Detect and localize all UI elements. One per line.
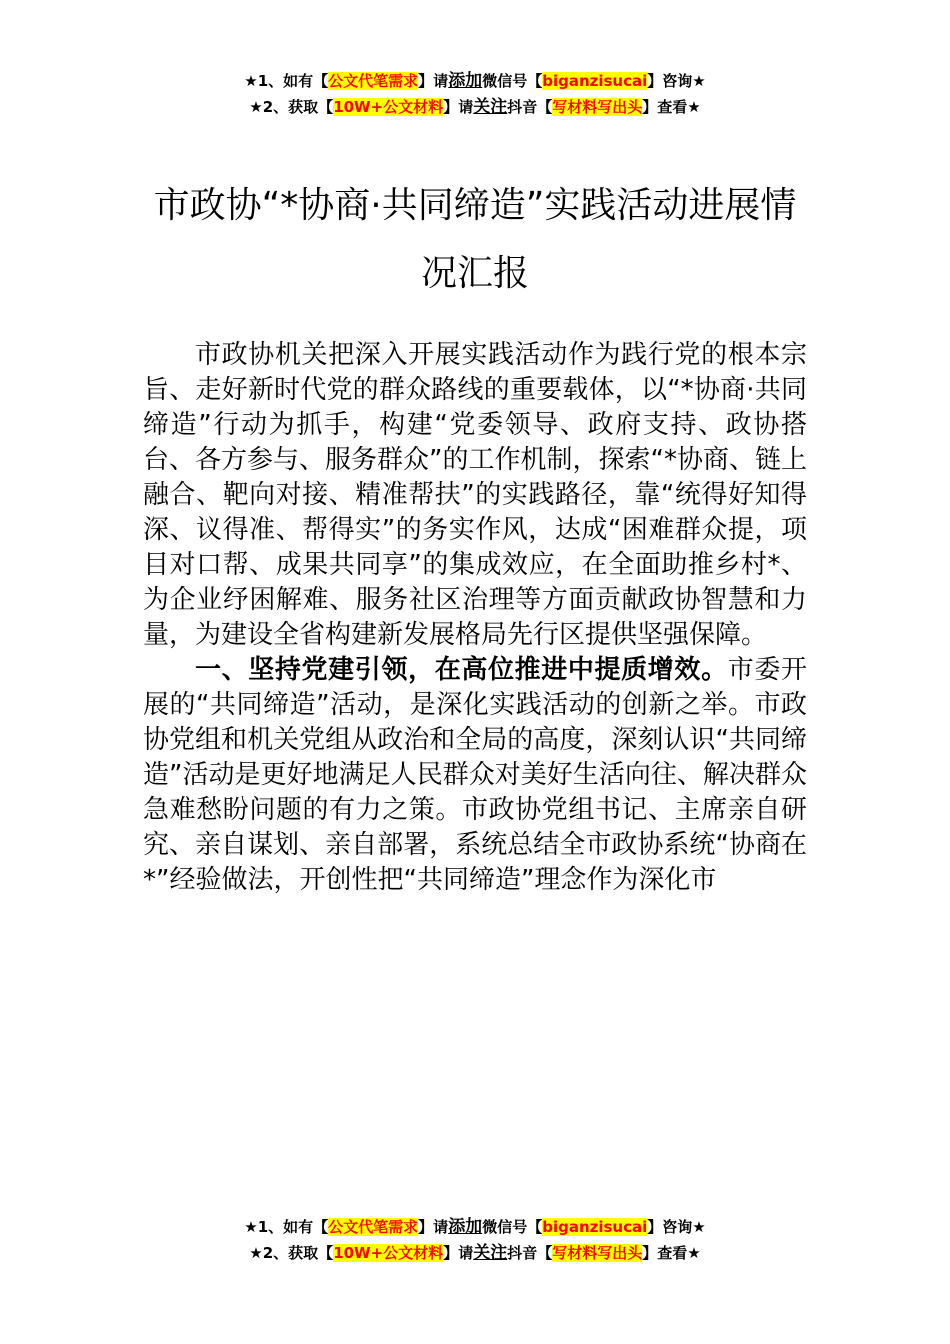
banner-line-1-mid1: 】请 [418,72,449,90]
footer-line-2-mid1: 】请 [443,1244,474,1262]
paragraph-section-1 [143,653,807,898]
banner-highlight-materials: 10W+公文材料 [333,98,444,116]
banner-line-1 [0,68,950,94]
banner-underline-add: 添加 [448,71,483,91]
banner-line-2-prefix: ★2、获取【 [249,98,334,116]
footer-line-1-mid2: 微信号【 [482,1218,543,1236]
footer-line-2-mid2: 抖音【 [507,1244,553,1262]
banner-highlight-douyin: 写材料写出头 [552,98,643,116]
footer-highlight-service: 公文代笔需求 [328,1218,419,1236]
footer-banner-line-1 [0,1214,950,1240]
banner-line-1-prefix: ★1、如有【 [244,72,329,90]
banner-highlight-wechat: biganzisucai [542,72,648,90]
header-banner [0,68,950,120]
banner-underline-follow: 关注 [473,97,508,117]
banner-line-2-mid1: 】请 [443,98,474,116]
banner-highlight-service: 公文代笔需求 [328,72,419,90]
footer-highlight-douyin: 写材料写出头 [552,1244,643,1262]
footer-underline-add: 添加 [448,1217,483,1237]
banner-line-2 [0,94,950,120]
footer-line-1-mid1: 】请 [418,1218,449,1236]
banner-line-1-mid2: 微信号【 [482,72,543,90]
footer-highlight-wechat: biganzisucai [542,1218,648,1236]
section-1-text: 市委开展的“共同缔造”活动，是深化实践活动的创新之举。市政协党组和机关党组从政治和全局的高度，深刻认识“共同缔造”活动是更好地满足人民群众对美好生活向往、解决群众急难愁盼问题的有力之策。市政协党组书记、主席亲自研究、亲自谋划、亲自部署，系统总结全市政协系统“协商在*”经验做法，开创性把“共同缔造”理念作为深化市 [143,655,807,895]
footer-line-1-suffix: 】咨询★ [647,1218,706,1236]
footer-banner-line-2 [0,1240,950,1266]
banner-line-1-suffix: 】咨询★ [647,72,706,90]
document-title: 市政协“*协商·共同缔造”实践活动进展情况汇报 [153,185,797,294]
footer-underline-follow: 关注 [473,1243,508,1263]
footer-highlight-materials: 10W+公文材料 [333,1244,444,1262]
document-body [143,338,807,898]
banner-line-2-mid2: 抖音【 [507,98,553,116]
footer-line-2-suffix: 】查看★ [642,1244,701,1262]
section-1-heading: 一、坚持党建引领，在高位推进中提质增效。 [195,655,728,685]
footer-line-1-prefix: ★1、如有【 [244,1218,329,1236]
footer-banner [0,1214,950,1266]
footer-line-2-prefix: ★2、获取【 [249,1244,334,1262]
paragraph-intro: 市政协机关把深入开展实践活动作为践行党的根本宗旨、走好新时代党的群众路线的重要载体，以“*协商·共同缔造”行动为抓手，构建“党委领导、政府支持、政协搭台、各方参与、服务群众”的工作机制，探索“*协商、链上融合、靶向对接、精准帮扶”的实践路径，靠“统得好知得深、议得准、帮得实”的务实作风，达成“困难群众提，项目对口帮、成果共同享”的集成效应，在全面助推乡村*、为企业纾困解难、服务社区治理等方面贡献政协智慧和力量，为建设全省构建新发展格局先行区提供坚强保障。 [143,340,807,650]
banner-line-2-suffix: 】查看★ [642,98,701,116]
